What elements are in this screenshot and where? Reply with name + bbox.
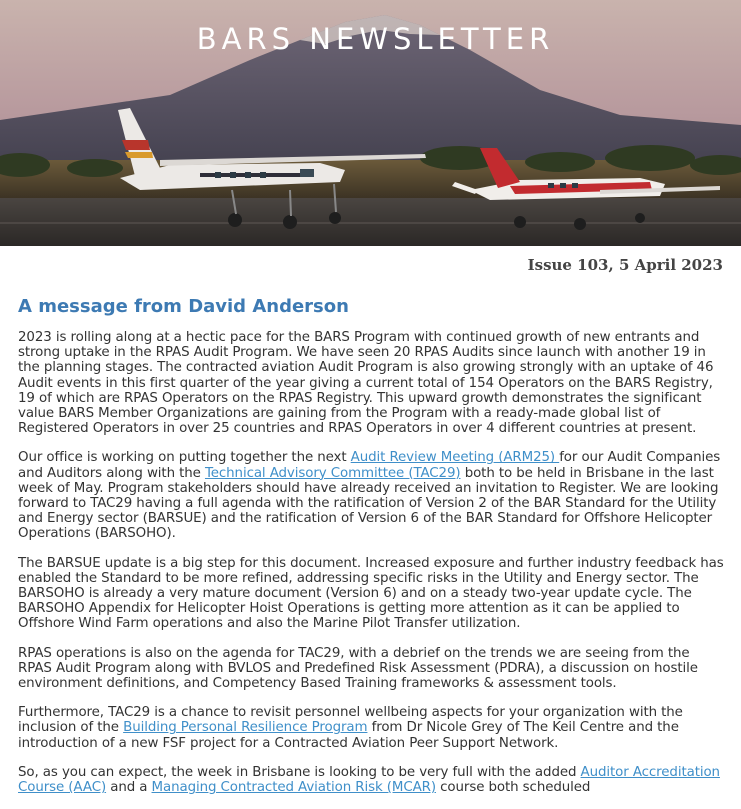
paragraph-2-text-1: Our office is working on putting together the next <box>18 450 351 466</box>
aac-link[interactable]: Auditor Accreditation Course (AAC) <box>18 764 720 796</box>
paragraph-3: The BARSUE update is a big step for this document. Increased exposure and further industry feedback has enabled the Standard to be more refined, addressing specific risks in the Utility and Energy sector. The BARSOHO is already a very mature document (Version 6) and on a steady two-year update cycle. The BARSOHO Appendix for Helicopter Hoist Operations is getting more attention as it can be applied to Offshore Wind Farm operations and also the Marine Pilot Transfer utilization. <box>18 555 724 632</box>
paragraph-5-text-1: Furthermore, TAC29 is a chance to revisit personnel wellbeing aspects for your organization with the inclusion of the <box>18 705 683 736</box>
message-section <box>18 296 726 809</box>
paragraph-6-text-1: So, as you can expect, the week in Brisbane is looking to be very full with the added <box>18 764 581 780</box>
message-heading: A message from David Anderson <box>18 296 349 317</box>
tac29-link[interactable]: Technical Advisory Committee (TAC29) <box>204 465 461 481</box>
paragraph-6-text-2: and a <box>106 780 152 796</box>
paragraph-4: RPAS operations is also on the agenda for TAC29, with a debrief on the trends we are seeing from the RPAS Audit Program along with BVLOS and Predefined Risk Assessment (PDRA), a discussion on hostile environment definitions, and Competency Based Training frameworks & assessment tools. <box>18 645 698 692</box>
paragraph-2 <box>18 450 726 541</box>
arm25-link[interactable]: Audit Review Meeting (ARM25) <box>350 450 560 466</box>
paragraph-2-text-3: both to be held in Brisbane in the last week of May. Program stakeholders should have already received an invitation to Register. We are looking forward to TAC29 having a full agenda with the ratification of Version 2 of the BAR Standard for the Utility and Energy sector (BARSUE) and the ratification of Version 6 of the BAR Standard for Offshore Helicopter Operations (BARSOHO). <box>18 465 719 542</box>
resilience-program-link[interactable]: Building Personal Resilience Program <box>123 720 368 736</box>
paragraph-6 <box>18 765 726 795</box>
paragraph-2-text-2: for our Audit Companies and Auditors along with the <box>18 450 721 481</box>
header-banner <box>0 0 741 246</box>
mcar-link[interactable]: Managing Contracted Aviation Risk (MCAR) <box>151 780 437 796</box>
paragraph-1: 2023 is rolling along at a hectic pace for the BARS Program with continued growth of new entrants and strong uptake in the RPAS Audit Program. We have seen 20 RPAS Audits since launch with another 19 in the planning stages. The contracted aviation Audit Program is also growing strongly with an uptake of 46 Audit events in this first quarter of the year giving a current total of 154 Operators on the BARS Registry, 19 of which are RPAS Operators on the RPAS Registry. This upward growth demonstrates the significant value BARS Member Organizations are gaining from the Program with a ready-made global list of Registered Operators in over 25 countries and RPAS Operators in over 4 different countries at present. <box>18 330 714 437</box>
paragraph-6-text-3: course both scheduled <box>436 780 591 796</box>
paragraph-5-text-2: from Dr Nicole Grey of The Keil Centre and the introduction of a new FSF project for a Contracted Aviation Peer Support Network. <box>18 720 679 751</box>
newsletter-title: BARS NEWSLETTER <box>196 22 555 56</box>
issue-line: Issue 103, 5 April 2023 <box>527 256 723 274</box>
paragraph-5 <box>18 705 726 751</box>
